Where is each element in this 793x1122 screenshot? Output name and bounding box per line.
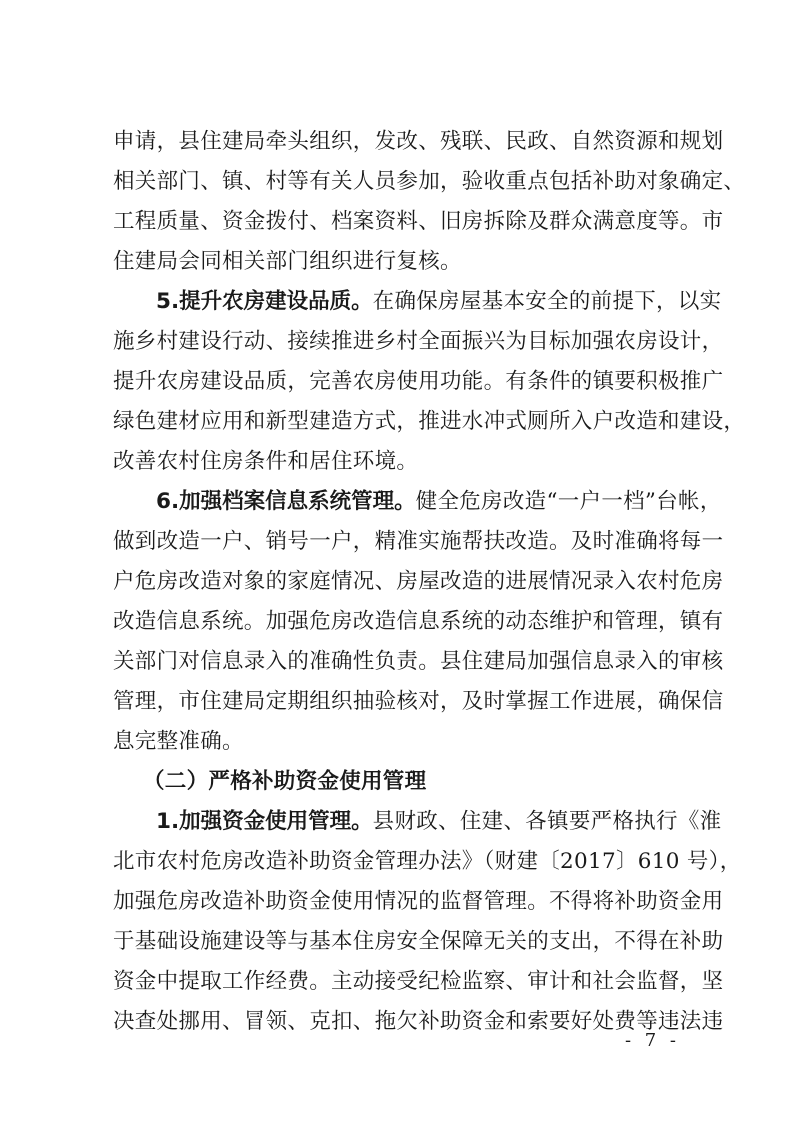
text-line: 申请，县住建局牵头组织，发改、残联、民政、自然资源和规划: [113, 129, 724, 154]
text-line: 提升农房建设品质，完善农房使用功能。有条件的镇要积极推广: [113, 369, 724, 394]
text-line: 管理，市住建局定期组织抽验核对，及时掌握工作进展，确保信: [113, 689, 724, 714]
text-line: 改造信息系统。加强危房改造信息系统的动态维护和管理，镇有: [113, 609, 724, 634]
text-line: 做到改造一户、销号一户，精准实施帮扶改造。及时准确将每一: [113, 529, 724, 554]
text-line: 资金中提取工作经费。主动接受纪检监察、审计和社会监督，坚: [113, 969, 724, 994]
item-heading-line: [113, 482, 722, 522]
text-line: 于基础设施建设等与基本住房安全保障无关的支出，不得在补助: [113, 929, 724, 954]
text-line: 绿色建材应用和新型建造方式，推进水冲式厕所入户改造和建设，: [113, 409, 746, 434]
item-text: 县财政、住建、各镇要严格执行《淮: [372, 809, 722, 834]
text-line: 息完整准确。: [113, 729, 244, 754]
text-line: 决查处挪用、冒领、克扣、拖欠补助资金和索要好处费等违法违: [113, 1009, 724, 1034]
text-line: 施乡村建设行动、接续推进乡村全面振兴为目标加强农房设计，: [113, 329, 724, 354]
section-heading: （二）严格补助资金使用管理: [143, 769, 427, 794]
text-line: 关部门对信息录入的准确性负责。县住建局加强信息录入的审核: [113, 649, 724, 674]
paragraph-item-2-1: [113, 802, 742, 1042]
item-heading: 1.加强资金使用管理。: [156, 809, 373, 834]
item-heading: 6.加强档案信息系统管理。: [156, 489, 416, 514]
item-heading-line: [113, 282, 722, 322]
text-line: 加强危房改造补助资金使用情况的监督管理。不得将补助资金用: [113, 889, 724, 914]
text-line: 相关部门、镇、村等有关人员参加，验收重点包括补助对象确定、: [113, 169, 746, 194]
item-heading: 5.提升农房建设品质。: [156, 289, 373, 314]
paragraph-continued: [113, 122, 746, 282]
text-line: 北市农村危房改造补助资金管理办法》（财建〔2017〕610 号），: [113, 849, 742, 874]
paragraph-item-5: [113, 282, 746, 482]
item-text: 在确保房屋基本安全的前提下，以实: [372, 289, 722, 314]
text-line: 改善农村住房条件和居住环境。: [113, 449, 419, 474]
text-line: 户危房改造对象的家庭情况、房屋改造的进展情况录入农村危房: [113, 569, 724, 594]
page-number: - 7 -: [624, 1030, 680, 1051]
item-text: 健全危房改造“一户一档”台帐，: [415, 489, 722, 514]
document-body: [113, 122, 746, 1042]
text-line: 住建局会同相关部门组织进行复核。: [113, 249, 462, 274]
item-heading-line: [113, 802, 722, 842]
text-line: 工程质量、资金拨付、档案资料、旧房拆除及群众满意度等。市: [113, 209, 724, 234]
paragraph-item-6: [113, 482, 724, 762]
